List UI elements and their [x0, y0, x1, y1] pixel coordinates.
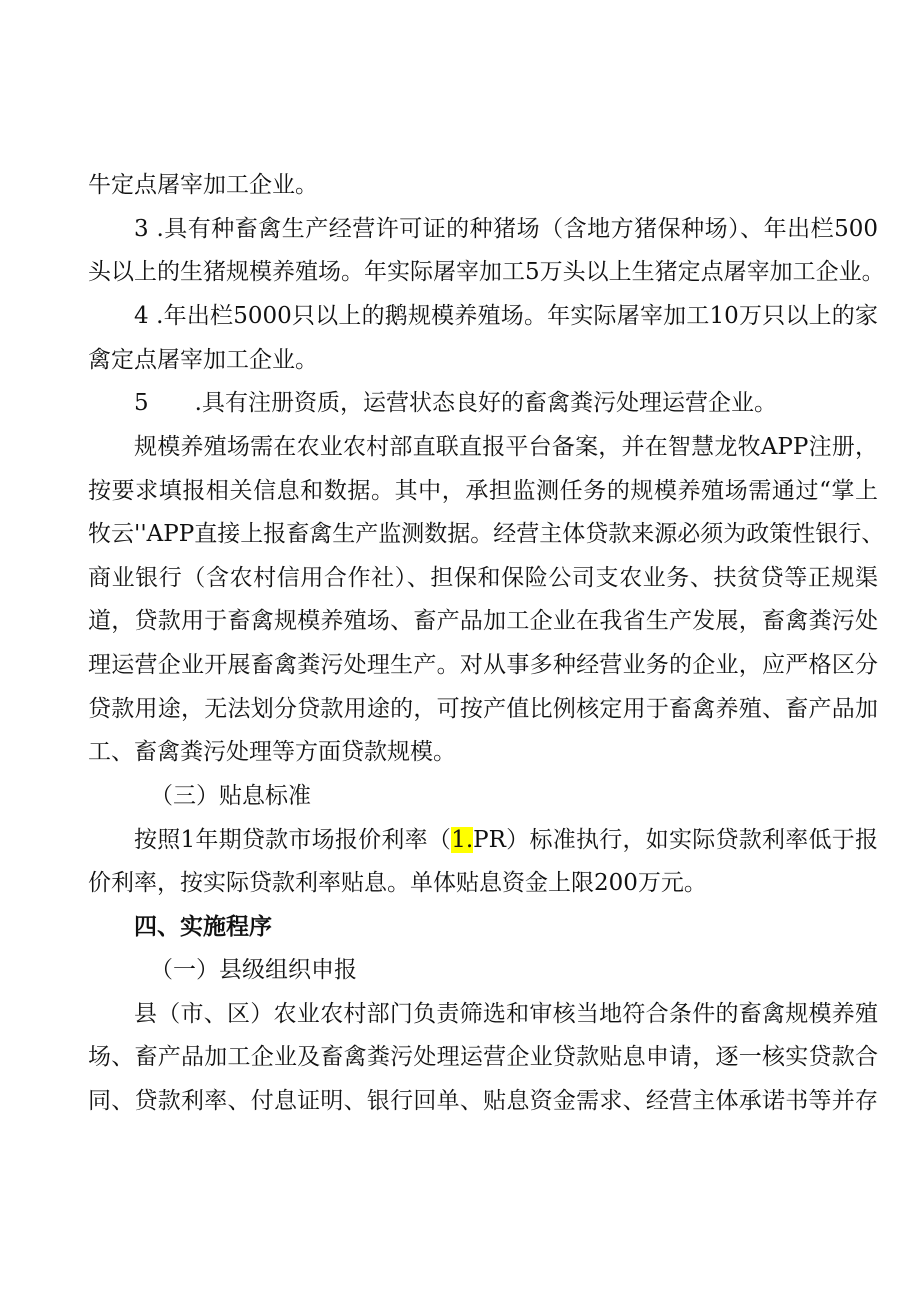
- list-item-3-line: 3 .具有种畜禽生产经营许可证的种猪场（含地方猪保种场）、年出栏500: [134, 216, 878, 242]
- paragraph-line: 价利率，按实际贷款利率贴息。单体贴息资金上限200万元。: [88, 870, 707, 896]
- section-heading: 四、实施程序: [134, 914, 272, 940]
- paragraph-line: 牧云''APP直接上报畜禽生产监测数据。经营主体贷款来源必须为政策性银行、: [88, 521, 885, 547]
- paragraph-line: 同、贷款利率、付息证明、银行回单、贴息资金需求、经营主体承诺书等并存: [88, 1088, 878, 1114]
- lpr-text-after: PR）标准执行，如实际贷款利率低于报: [473, 827, 878, 853]
- highlighted-text: 1.: [451, 827, 474, 853]
- paragraph-line: 道，贷款用于畜禽规模养殖场、畜产品加工企业在我省生产发展，畜禽粪污处: [88, 608, 878, 634]
- paragraph-line: 理运营企业开展畜禽粪污处理生产。对从事多种经营业务的企业，应严格区分: [88, 652, 878, 678]
- subheading-subsidy-standard: （三）贴息标准: [150, 783, 311, 809]
- paragraph-line: 场、畜产品加工企业及畜禽粪污处理运营企业贷款贴息申请，逐一核实贷款合: [88, 1044, 878, 1070]
- subheading-county-application: （一）县级组织申报: [150, 957, 357, 983]
- list-item-5-line: 5 .具有注册资质，运营状态良好的畜禽粪污处理运营企业。: [134, 390, 777, 416]
- text-line: 牛定点屠宰加工企业。: [88, 172, 318, 198]
- list-item-4-line: 4 .年出栏5000只以上的鹅规模养殖场。年实际屠宰加工10万只以上的家: [134, 303, 878, 329]
- text-line: 禽定点屠宰加工企业。: [88, 347, 318, 373]
- lpr-text-before: 按照1年期贷款市场报价利率（: [134, 827, 452, 853]
- paragraph-line: 规模养殖场需在农业农村部直联直报平台备案，并在智慧龙牧APP注册，: [134, 434, 878, 460]
- text-line: 头以上的生猪规模养殖场。年实际屠宰加工5万头以上生猪定点屠宰加工企业。: [88, 259, 885, 285]
- paragraph-line: 按要求填报相关信息和数据。其中，承担监测任务的规模养殖场需通过“掌上: [88, 478, 878, 504]
- paragraph-line: 商业银行（含农村信用合作社）、担保和保险公司支农业务、扶贫贷等正规渠: [88, 565, 878, 591]
- paragraph-line: 工、畜禽粪污处理等方面贷款规模。: [88, 739, 456, 765]
- paragraph-line: 县（市、区）农业农村部门负责筛选和审核当地符合条件的畜禽规模养殖: [134, 1001, 878, 1027]
- paragraph-line: 贷款用途，无法划分贷款用途的，可按产值比例核定用于畜禽养殖、畜产品加: [88, 696, 878, 722]
- lpr-paragraph-line: [134, 825, 878, 855]
